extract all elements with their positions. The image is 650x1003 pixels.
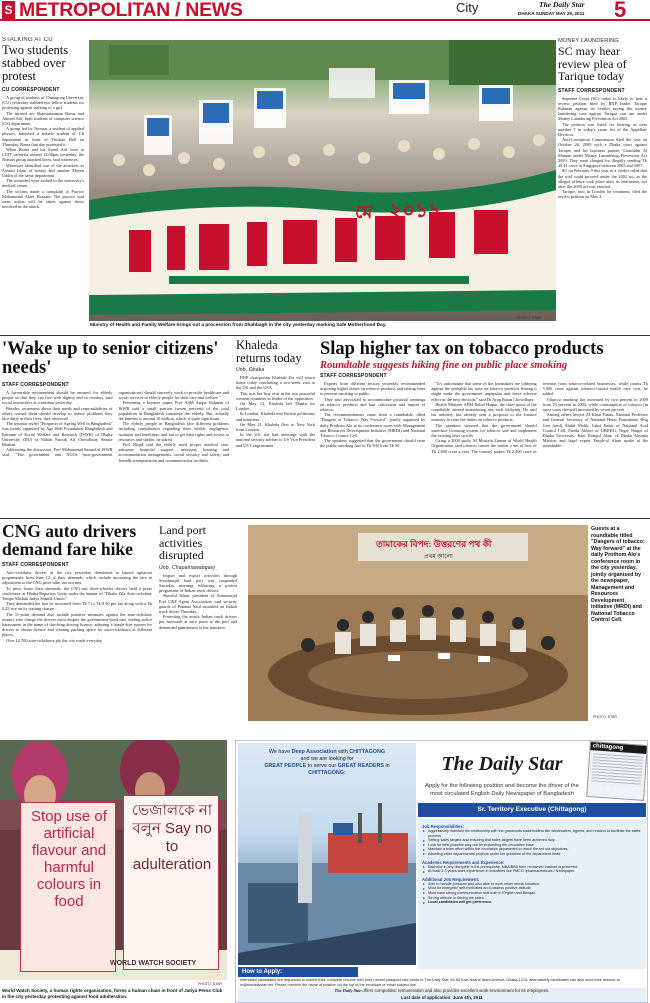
paragraph: Among others lawyer ZI Khan Panna, National Professor and General Secretary of National Heart Foundation Brig Gen (retd) Abdul Malik, Iqbal Kabir of National Acid Control Cell, Farida Akhter of UBINIG, Nigar Nargis of Dhaka University, Kazi Rafiqul Alam of Dhaka Ahsania Mission and legal expert Tanjib-ul Alam spoke at the roundtable. (542, 412, 648, 449)
paragraph: A favourable environment should be ensured for elderly people so that they can live with dignity and in comfort, said social researchers at a seminar yesterday. (2, 390, 113, 406)
banner-org: WORLD WATCH SOCIETY (110, 960, 197, 967)
paragraph: Auto-rickshaw drivers in the city yesterday threatened to launch agitation programmes from June 12, if their demands, which include increasing the fare in adjustment to the CNG price hike, are not met. (2, 570, 152, 586)
divider (0, 518, 650, 519)
kicker: MONEY LAUNDERING (558, 38, 619, 44)
paragraph: A group of students of Chittagong University (CU) yesterday stabbed two fellow students for protesting against stalking of a girl. (2, 95, 84, 111)
footer-text: offers competitive remuneration and also provides excellent work environment for its employees. (362, 988, 550, 993)
masthead-logo: S (2, 1, 15, 19)
requirement-list (422, 865, 642, 874)
tagline-part: and we are looking for (300, 756, 354, 762)
paragraph: The petition was listed for hearing as item number 7 in today's cause list of the Appellate Division. (558, 121, 647, 137)
roundtable-image (248, 525, 588, 721)
photo-credit: PHOTO: STAR (593, 715, 618, 719)
headline: 'Wake up to senior citizens' needs' (2, 340, 219, 378)
list-item: Maintain a team effort within the circulation department to reach the set out objectives. (422, 847, 642, 852)
tagline-part: with (338, 749, 348, 755)
paragraph: The injured are Shamiuzzaman Barua and Ahmed Atif, both students of computer science (CS) department. (2, 110, 84, 127)
list-item: Strong attitude in driving the sales. (422, 896, 642, 901)
byline: STAFF CORRESPONDENT (2, 382, 69, 388)
mini-paper-body (591, 753, 643, 786)
section-title: Academic Requirements and Experience: (422, 859, 505, 865)
list-item: Must have strong communication skill both in English and Bengali. (422, 891, 642, 896)
byline: STAFF CORRESPONDENT (2, 562, 69, 568)
paragraph: Prof Majid said the elderly need proper medical care, adequate financial support, necessary housing and accommodation arrangements, social security and safety, and friendly transportation and communication facilities. (118, 442, 229, 463)
story-port (159, 524, 237, 720)
banner-year: ২০১১ (389, 200, 441, 222)
byline: Unb, Dhaka (236, 367, 265, 373)
apply-text: Interested candidates are requested to submit their complete resume with (one) recent passport size photo to The Daily Star, 64-65 Kazi Nazrul Islam Avenue, Dhaka-1215; alternatively candidates can also send their resume to hr@thedailystar.net. Please mention the name of position on the top of the envelope or email subject line. (240, 978, 620, 987)
subhead: Roundtable suggests hiking fine on public place smoking (320, 360, 568, 371)
list-item: Must be energetic, self-motivated and possess positive attitude. (422, 886, 642, 891)
paragraph: A group led by Noman, a student of applied physics, harassed a female student of CS department in front of Pritilata Hall on Thursday. Barua that day protested it. (2, 126, 84, 147)
ad-tagline (242, 749, 412, 777)
paragraph: Import and export activities through Sonamasjid land port was suspended Saturday morning following a protest programme of Indian truck drivers. (159, 572, 237, 594)
paragraph: Shariful Islam, president of Sonamasjid Port C&F Agent Association, said security guards of Panama Yard assaulted an Indian truck driver Thursday. (159, 593, 237, 614)
placard-left-text: Stop use of artificial flavour and harmful colours in food (31, 808, 107, 910)
story-tobacco (320, 340, 648, 516)
page-number: 5 (614, 0, 627, 22)
footer-logo: The Daily Star (334, 988, 362, 993)
list-item: At least 2-3 years work experience in industries like FMCG /pharmaceuticals / Newspaper. (422, 869, 642, 874)
paragraph: The recommendations came from a roundtable, titled "Dangers of Tobacco: Way Forward", jointly organised by daily Prothom Alo at its conference room with Management and Resources Development Initiative (MRDI) and National Tobacco Control Cell. (320, 412, 426, 439)
list-item: Bachelor in any discipline is the prerequisite. MBA/BBA from renowned institute is preferred. (422, 865, 642, 870)
paragraph: They demanded the fare be increased from Tk 7 to Tk 8.50 per km along with a Tk 0.25 rise on its waiting charge. (2, 601, 152, 612)
list-item: Assisting other departmental projects under the guideline of the department head. (422, 852, 642, 857)
photo-credit: PHOTO: STAR (198, 982, 223, 986)
list-item: Local candidates will get preference. (422, 900, 642, 905)
story-body (236, 375, 315, 448)
tagline-part: GREAT READERS (337, 763, 384, 769)
ad-intro: Apply for the following position and become the driver of the most circulated English Daily Newspaper of Bangladesh (425, 783, 579, 797)
apply-title: How to Apply: (238, 967, 358, 977)
paragraph: Tarique, now in London for treatment, filed the review petition on May 2. (558, 189, 647, 200)
story-body (2, 95, 84, 209)
headline: SC may hear review plea of Tarique today (558, 44, 627, 83)
paragraph: The 11-point demand also include punitive measures against the auto-rickshaw owners who charge the drivers extra despite the government-fixed rate, ending police harassment in the name of checking driving licence, adapting a hassle-free system for drivers to obtain licence and creating parking space for auto-rickshaws at different places. (2, 611, 152, 638)
paragraph: Experts from different sectors yesterday recommended imposing higher duties on tobacco products and raising fines to prevent smoking in public. (320, 381, 426, 397)
deadline: Last date of application: June 4th, 2011 (401, 994, 483, 1000)
paragraph: Presenting a keynote paper, Prof ASM Atiqur Rahman of ISWR said a small portion (seven percent) of the total population in Bangladesh constitute the elderly. But, actually the number is around 10 million, which is quite significant. (118, 400, 229, 422)
ad-mini-paper (586, 741, 648, 801)
dateline: DHAKA SUNDAY MAY 29, 2011 (518, 11, 585, 16)
tagline-part: to serve our (307, 763, 337, 769)
headline: Khaleda returns today (236, 339, 302, 365)
story-khaleda (236, 339, 315, 515)
roundtable-caption: Guests at a roundtable titled "Dangers of tobacco: Way forward" at the daily Prothom Alo's conference room in the city yesterday, jointly organised by the newspaper, Management and Resources Development Initiative (MRDI) and National Tobacco Control Cell. (591, 526, 645, 623)
paragraph: The victims made a complaint to Proctor Mohammad Akter Hossain. The proctor said stern action will be taken against those involved in the attack. (2, 188, 84, 210)
byline: CU CORRESPONDENT (2, 87, 60, 93)
paragraph: Anti-Corruption Commission filed the case on October 26, 2009 with a Dhaka court against Tarique and his business partner Giasuddin Al Mamun under Money Laundering Prevention Act 2009. They were charged for illegally sending Tk 20.41 crore to Singapore between 2003 and 2007. (558, 137, 647, 169)
city-label: City (456, 0, 479, 15)
paragraph: The speakers suggested that the government should raise the public-smoking fine to Tk 500 from Tk 50. (320, 438, 426, 449)
masthead (0, 0, 650, 21)
story-body (159, 573, 237, 630)
section-title: Job Responsibilities: (422, 824, 465, 829)
paragraph: When Barua and his friend Atif were at CUIT cafeteria around 12:00pm yesterday, the Noman group attacked them, said witnesses. (2, 147, 84, 163)
ad-photo-port (238, 743, 416, 965)
paragraph: To press home their demands, the CNG-run three-wheeler drivers held a press conference at Dhaka Reporters Unity under the banner of "Dhaka Zila Auto-rickshaw Tempo Mishuk Jatiya Sramik Union." (2, 585, 152, 602)
paragraph: BNP chairperson Khaleda Zia will return home today concluding a two-week visit to the UK and the USA. (236, 375, 315, 391)
mini-paper-title: chittagong (590, 742, 646, 754)
paper-name: The Daily Star (539, 0, 585, 9)
paragraph: SC on February 9 this year in a verdict ruled that the trial could proceed under the 2002 act, as the alleged offence took place after its enactment, not after the 2009 act was enacted. (558, 168, 647, 189)
paragraph: Protesting the attack Indian truck drivers put barricade at zero point at the port and demanded punishment to the attackers. (159, 614, 237, 630)
job-advertisement (235, 740, 648, 1003)
paragraph: Over 12,700 auto-rickshaws ply the city roads everyday. (6, 637, 103, 643)
paragraph: The elderly people in Bangladesh face different problems including complexities regarding their health, negligence, isolation and loneliness, and fail to get their rights and access to resources and shelter, he stated. (118, 421, 229, 442)
headline: Two students stabbed over protest (2, 43, 69, 83)
paragraph: "It's unfortunate that some of the lawmakers are lobbying against the probable tax raise on tobacco products fearing it might make the government unpopular and leave adverse effect in the next election," said Dr Arup Ratan Chowdhury. (431, 381, 537, 402)
headline: Land port activities disrupted (159, 524, 206, 562)
headline: CNG auto drivers demand fare hike (2, 522, 137, 559)
paragraph: Supreme Court (SC) today is likely to hear a review petition filed by BNP leader Tarique Rahman against its verdict saying the money laundering case against Tarique can run under Money Laundering Prevention Act 2002. (558, 95, 647, 122)
photo-human-chain (0, 740, 227, 980)
list-item: Able to handle pressure and also able to work under stress situation. (422, 882, 642, 887)
story-senior (2, 340, 229, 515)
tagline-part: Deep Association (291, 749, 337, 755)
procession-image (89, 40, 556, 321)
paragraph: Witnesses identified one of the attackers as Zahirul Islam of botany and another Moeen Uddin of the same department. (2, 162, 84, 179)
byline: STAFF CORRESPONDENT (320, 373, 387, 379)
paragraph: In the US, she had meetings with the national security adviser to US Vice President and US Congressmen. (236, 432, 315, 448)
list-item: Setting sales targets and ensuring that sales targets have been achieved duly. (422, 838, 642, 843)
responsibility-list (422, 829, 642, 857)
headline: Slap higher tax on tobacco products (320, 340, 604, 359)
paragraph: Addressing the discussion, Prof Mohammad Samad of ISWR said, "The government and NGOs (non-government organisations) should sincerely work to provide healthcare and social services to elderly people for their care and welfare." (2, 390, 229, 458)
ad-footer (238, 988, 646, 1002)
additional-list (422, 882, 642, 905)
paragraph: This was her first visit in the two powerful western countries as leader of the opposition. (236, 390, 315, 401)
section-title: Additional Job Requirement: (422, 876, 480, 882)
byline: STAFF CORRESPONDENT (558, 87, 625, 94)
paragraph: Health Minister AFM Ruhal Haque, the chief guest of the roundtable, denied entertaining any such lobbying. He said his ministry has already sent a proposal to the finance ministry to raise the duties on tobacco products. (431, 401, 537, 423)
roundtable-banner: তামাকের বিপদ: উত্তরণের পথ কী (376, 539, 492, 549)
story-cng (2, 522, 152, 720)
divider (0, 335, 650, 336)
paragraph: The seminar styled "Prospects of Ageing Well in Bangladesh" was jointly organised by Age Well Foundation Bangladesh and Institute of Social Welfare and Research (ISWR) of Dhaka University (DU) at Nabab Nawab Ali Chowdhury Senate Bhaban. (2, 421, 113, 448)
story-body (558, 96, 647, 200)
list-item: Look for best possible way out for expanding the circulation base. (422, 843, 642, 848)
tagline-part: GREAT PEOPLE (264, 763, 307, 769)
paragraph: The speakers stressed that the government should introduce licensing system for tobacco sale and implement the existing laws strictly. (431, 422, 537, 439)
photo-credit: PHOTO: STAR (517, 316, 542, 320)
story-body (2, 570, 152, 643)
photo-procession (89, 40, 556, 321)
paragraph: On May 14, Khaleda left Dhaka for London. (236, 401, 315, 412)
tagline-part: We have (268, 749, 291, 755)
tagline-part: CHITTAGONG (349, 749, 386, 755)
paragraph: Besides, awareness about their needs and responsibilities of others toward them should develop to reduce problems they face daily in their lives, they observed. (2, 405, 113, 422)
paragraph: The wounded were rushed to the university's medical centre. (2, 178, 84, 189)
paragraph: Citing a 2004 study, M Mostafa Zaman of World Health Organisation said tobacco causes the nation a net of loss of Tk 2,600 crore a year. The country makes Tk 2,400 crore as revenue from tobacco-related businesses, while counts Tk 5,000 crore against tobacco-caused health care cost, he added. (431, 381, 648, 454)
banner-text: মে (355, 202, 373, 222)
paragraph: Tobacco smoking has increased by two percent in 2009 from 23 percent in 2004, while consumption of tobacco (in most cases chewed) increased by seven percent. (542, 396, 648, 413)
paragraph: On May 21, Khaleda flew to New York from London. (236, 421, 315, 433)
photo-roundtable (248, 525, 588, 721)
tagline-part: CHITTAGONG: (308, 770, 346, 776)
paragraph: They also advocated to accommodate pictorial warnings on tobacco products and ban cultivation and import of tobacco. (320, 396, 426, 413)
paragraph: In London, Khaleda met British politicians and ministers. (236, 411, 315, 422)
ad-logo: The Daily Star (441, 753, 563, 775)
section-title: METROPOLITAN / NEWS (19, 0, 243, 21)
list-item: Aggressively maintain the relationship with the grassroots stakeholders like wholesalers, Agents, and readers to facilitate the sales process. (422, 829, 642, 838)
kicker: STALKING AT CU (2, 37, 53, 43)
story-students (2, 37, 84, 334)
story-body (2, 390, 229, 515)
story-tarique (558, 38, 647, 333)
photo-caption: Ministry of Health and Family Welfare brings out a procession from Shahbagh in the city yesterday marking Safe Motherhood Day. (90, 323, 387, 328)
ad-details (418, 819, 646, 969)
story-body (320, 381, 648, 516)
byline: Unb, Chapainawabganj (159, 564, 215, 571)
tagline-part: in (385, 763, 390, 769)
placard-right-text: ভেজালকে না বলুন Say no to adulteration (131, 802, 213, 873)
roundtable-banner-sub: প্রথম আলো (424, 554, 453, 560)
ad-position: Sr. Territory Executive (Chittagong) (418, 803, 646, 817)
human-chain-caption: World Watch Society, a human rights organisation, forms a human chain in front of Jatiya Press Club in the city yesterday protesting against food adulteration. (2, 988, 223, 999)
